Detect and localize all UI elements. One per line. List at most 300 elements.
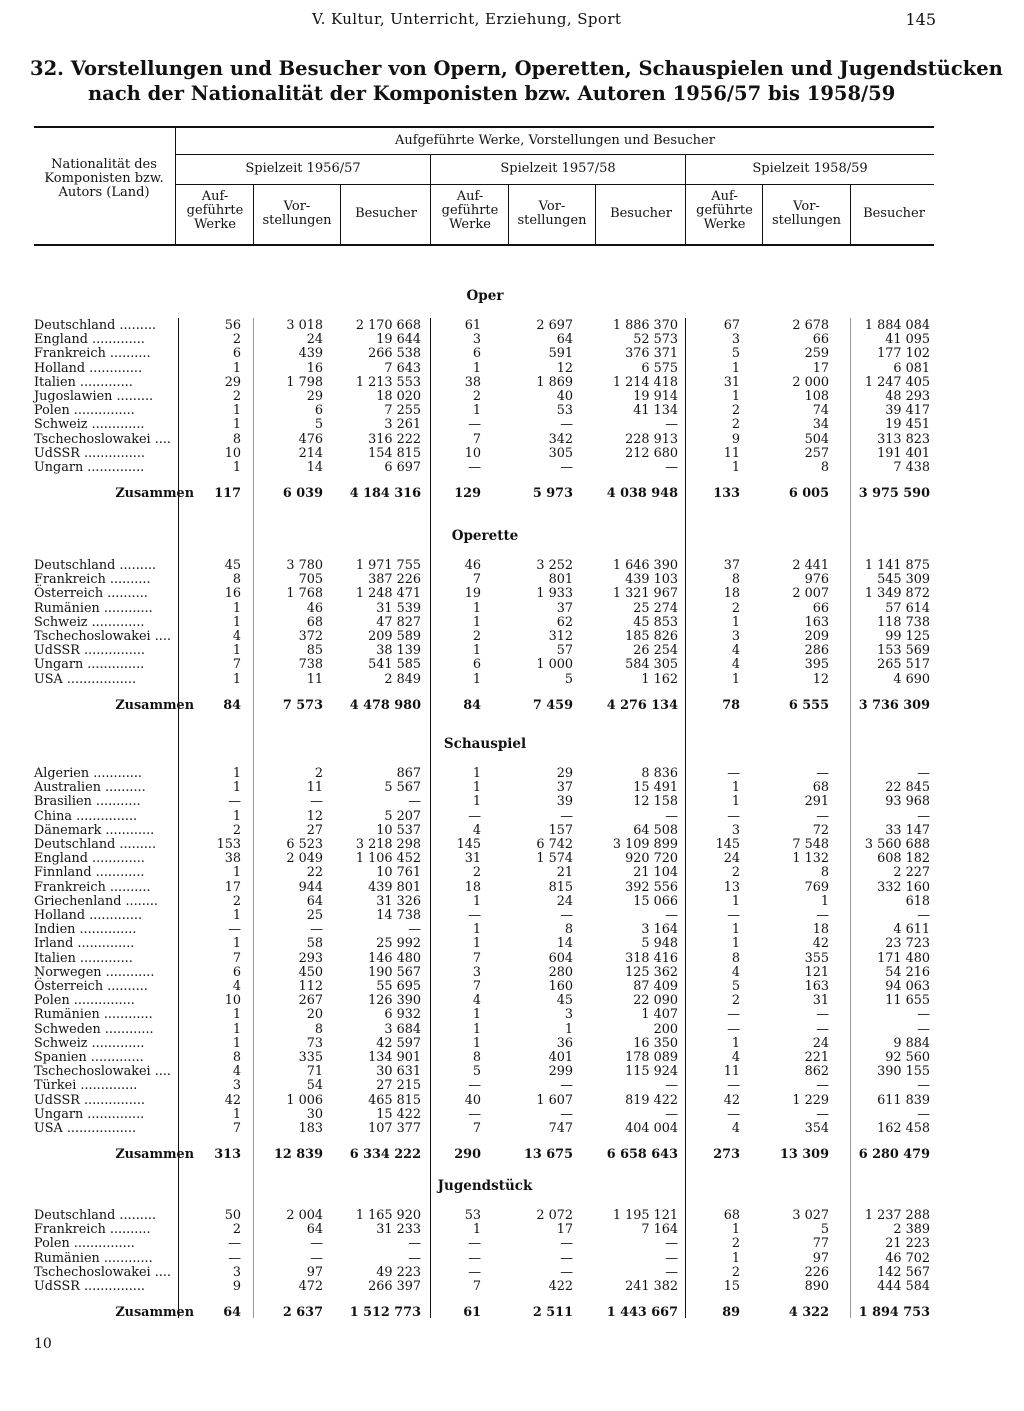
table-cell: 422 [548,1279,573,1294]
country-name: Deutschland ......... [34,558,157,573]
table-row [34,895,934,909]
table-cell: 46 702 [885,1250,930,1266]
table-cell: 190 567 [368,964,421,980]
table-cell: 316 222 [368,431,421,447]
table-cell: 1 886 370 [612,318,678,333]
table-cell: 257 [804,445,829,461]
table-cell: 108 [804,389,829,404]
table-cell: 221 [804,1050,829,1065]
table-cell: 265 517 [877,657,930,673]
table-cell: 36 [556,1035,573,1051]
country-name: Norwegen ............ [34,964,155,980]
table-cell: 611 839 [877,1092,930,1108]
table-cell: 545 309 [877,572,930,588]
table-title [30,56,1003,106]
table-cell: — [727,1007,740,1023]
table-cell: 7 438 [893,460,930,475]
table-cell: — [310,1236,323,1252]
table-cell: 2 072 [536,1208,573,1223]
table-cell: 1 [731,671,740,687]
table-cell: 33 147 [885,822,930,838]
table-cell: 228 913 [625,431,678,447]
table-cell: 1 [232,600,241,616]
table-cell: 293 [298,950,323,966]
table-cell: 372 [298,629,323,644]
table-cell: 1 933 [536,586,573,602]
table-cell: 17 [224,879,241,895]
table-cell: 54 216 [885,964,930,980]
super-header: Aufgeführte Werke, Vorstellungen und Besucher [395,133,715,148]
table-cell: 1 [232,766,241,781]
table-cell: 4 [232,629,241,644]
table-cell: — [917,766,930,781]
table-cell: 12 [812,671,829,687]
table-cell: — [665,1250,678,1266]
country-name: Irland .............. [34,936,135,952]
table-cell: 354 [804,1121,829,1136]
table-row [34,1209,934,1223]
table-cell: 45 853 [633,614,678,630]
table-cell: 200 [653,1021,678,1037]
table-cell: 1 106 452 [355,851,421,867]
table-cell: 3 [564,1007,573,1023]
table-cell: 1 [731,389,740,404]
table-row [34,390,934,404]
table-cell: — [665,1264,678,1280]
table-cell: 5 [731,346,740,362]
table-cell: 5 [314,417,323,433]
table-cell: 2 [731,1264,740,1280]
country-name: Spanien ............. [34,1050,144,1065]
table-row [34,1051,934,1065]
table-cell: 5 [472,1064,481,1080]
table-cell: 3 027 [792,1208,829,1223]
table-cell: 305 [548,445,573,461]
table-cell: 332 160 [877,879,930,895]
table-row [34,1280,934,1294]
table-cell: 31 539 [376,600,421,616]
table-row [34,433,934,447]
table-cell: 6 039 [282,486,323,502]
table-cell: 68 [306,614,323,630]
table-cell: 1 000 [536,657,573,673]
running-head [0,10,1024,30]
table-cell: 8 [314,1021,323,1037]
table-cell: — [468,808,481,824]
header-top-rule [34,126,934,128]
table-cell: 608 182 [877,851,930,867]
table-row [34,1023,934,1037]
country-name: Italien ............. [34,950,133,966]
table-cell: 2 170 668 [355,318,421,333]
table-row [34,937,934,951]
table-cell: 1 [472,614,481,630]
table-cell: 769 [804,879,829,895]
table-cell: 8 [731,572,740,588]
footer-mark: 10 [34,1336,52,1352]
table-row [34,362,934,376]
table-cell: 3 261 [384,417,421,433]
table-cell: 1 321 967 [612,586,678,602]
table-cell: — [917,1078,930,1094]
table-cell: 13 309 [780,1147,829,1163]
table-cell: 4 [731,643,740,659]
table-cell: 40 [464,1092,481,1108]
table-cell: 115 924 [625,1064,678,1080]
table-row [34,587,934,601]
table-cell: 142 567 [877,1264,930,1280]
table-cell: 1 884 084 [864,318,930,333]
table-cell: 145 [456,837,481,852]
table-cell: 8 [564,922,573,938]
table-cell: 42 [812,936,829,952]
table-cell: — [665,417,678,433]
table-cell: 24 [556,893,573,909]
table-row [34,376,934,390]
table-cell: 4 038 948 [606,486,678,502]
table-cell: 29 [306,389,323,404]
table-cell: — [560,1078,573,1094]
table-cell: 6 575 [641,360,678,376]
table-cell: 7 164 [641,1222,678,1238]
table-cell: 1 [472,360,481,376]
country-name: Rumänien ............ [34,1007,153,1023]
table-cell: 259 [804,346,829,362]
table-cell: 439 103 [625,572,678,588]
table-cell: 450 [298,964,323,980]
table-cell: 1 [472,936,481,952]
table-cell: 1 [232,865,241,881]
table-cell: 3 684 [384,1021,421,1037]
table-cell: 52 573 [633,332,678,348]
table-cell: 17 [556,1222,573,1238]
table-cell: 618 [905,893,930,909]
table-cell: 38 139 [376,643,421,659]
table-cell: — [228,1250,241,1266]
table-cell: 1 512 773 [349,1305,421,1321]
table-cell: 163 [804,614,829,630]
table-cell: 18 [464,879,481,895]
table-cell: 476 [298,431,323,447]
table-cell: 6 742 [536,837,573,852]
table-cell: 57 614 [885,600,930,616]
table-cell: 3 [731,332,740,348]
table-cell: 1 [731,1222,740,1238]
country-name: England ............. [34,851,145,867]
table-cell: 22 845 [885,780,930,796]
table-cell: 48 293 [885,389,930,404]
table-cell: 8 [472,1050,481,1065]
table-cell: — [816,1106,829,1122]
table-cell: 66 [812,332,829,348]
col-divider [340,184,341,244]
table-cell: 9 [232,1279,241,1294]
table-cell: 42 [723,1092,740,1108]
table-cell: 133 [713,486,740,502]
table-cell: 6 [314,403,323,419]
table-cell: 12 158 [633,794,678,810]
table-cell: 2 511 [532,1305,573,1321]
table-cell: — [468,1236,481,1252]
table-cell: 92 560 [885,1050,930,1065]
col-divider [762,184,763,244]
table-cell: 392 556 [625,879,678,895]
table-cell: 64 508 [633,822,678,838]
table-cell: 145 [715,837,740,852]
table-cell: 18 [723,586,740,602]
table-cell: 313 823 [877,431,930,447]
table-cell: 1 [232,360,241,376]
table-cell: 1 [232,614,241,630]
header-bottom-rule [34,244,934,246]
table-cell: 2 007 [792,586,829,602]
table-cell: 1 [472,780,481,796]
country-name: Frankreich .......... [34,879,151,895]
table-cell: 1 195 121 [612,1208,678,1223]
table-row [34,795,934,809]
table-cell: — [228,794,241,810]
table-cell: 584 305 [625,657,678,673]
table-row [34,418,934,432]
table-cell: 1 [472,1222,481,1238]
table-row [34,909,934,923]
table-cell: 5 [820,1222,829,1238]
table-cell: 64 [223,1305,241,1321]
table-row [34,1094,934,1108]
country-name: UdSSR ............... [34,445,146,461]
table-cell: — [665,908,678,923]
country-name: UdSSR ............... [34,1092,146,1108]
table-row [34,630,934,644]
table-cell: 14 [306,460,323,475]
table-cell: 1 [472,600,481,616]
table-row [34,559,934,573]
table-cell: 1 [232,671,241,687]
table-cell: 2 [731,993,740,1009]
table-cell: 439 [298,346,323,362]
table-cell: 6 555 [788,697,829,713]
table-cell: 7 548 [792,837,829,852]
table-cell: 6 280 479 [858,1147,930,1163]
col-vorst-header: Vor-stellungen [771,199,842,228]
table-cell: 153 569 [877,643,930,659]
table-cell: — [560,1250,573,1266]
table-cell: 2 227 [893,865,930,881]
table-cell: 160 [548,979,573,994]
table-cell: 71 [306,1064,323,1080]
table-cell: 117 [214,486,241,502]
col-vorst-header: Vor-stellungen [517,199,587,228]
table-cell: 183 [298,1121,323,1136]
table-cell: 705 [298,572,323,588]
table-row [34,923,934,937]
table-cell: 738 [298,657,323,673]
table-cell: 54 [306,1078,323,1094]
table-cell: 4 322 [788,1305,829,1321]
title-line-2: nach der Nationalität der Komponisten bzw. Autoren 1956/57 bis 1958/59 [88,82,896,105]
table-cell: 6 [472,657,481,673]
table-cell: 74 [812,403,829,419]
table-cell: 6 658 643 [606,1147,678,1163]
table-cell: 19 914 [633,389,678,404]
table-cell: 604 [548,950,573,966]
country-name: Tschechoslowakei .... [34,629,171,644]
table-cell: 4 690 [893,671,930,687]
table-cell: 7 643 [384,360,421,376]
table-cell: 45 [556,993,573,1009]
table-row [34,404,934,418]
table-cell: 112 [298,979,323,994]
country-name: UdSSR ............... [34,643,146,659]
table-cell: 11 [306,671,323,687]
table-row [34,1037,934,1051]
table-cell: 37 [723,558,740,573]
table-cell: 8 [820,865,829,881]
table-cell: 10 [464,445,481,461]
country-name: Dänemark ............ [34,822,155,838]
country-name: USA ................. [34,1121,137,1136]
table-cell: 1 [472,671,481,687]
table-cell: 2 [731,600,740,616]
table-row [34,866,934,880]
table-cell: 11 655 [885,993,930,1009]
table-cell: 1 [731,936,740,952]
table-cell: 21 [556,865,573,881]
table-row [34,838,934,852]
table-cell: — [408,1250,421,1266]
table-cell: 99 125 [885,629,930,644]
table-row [34,1079,934,1093]
table-cell: 3 [731,629,740,644]
table-cell: 18 [812,922,829,938]
table-cell: 1 869 [536,374,573,390]
table-cell: 47 827 [376,614,421,630]
table-cell: — [727,766,740,781]
table-cell: 390 155 [877,1064,930,1080]
table-cell: 34 [812,417,829,433]
table-cell: — [816,1078,829,1094]
country-name: Frankreich .......... [34,572,151,588]
table-cell: 11 [723,1064,740,1080]
table-cell: 30 631 [376,1064,421,1080]
table-cell: 27 [306,822,323,838]
table-cell: 15 422 [376,1106,421,1122]
table-cell: 266 397 [368,1279,421,1294]
table-cell: 335 [298,1050,323,1065]
table-cell: 22 [306,865,323,881]
table-cell: 465 815 [368,1092,421,1108]
table-cell: 1 [472,893,481,909]
table-cell: — [228,1236,241,1252]
table-row [34,673,934,687]
table-cell: 6 [472,346,481,362]
table-cell: 7 [472,1121,481,1136]
table-cell: 31 [812,993,829,1009]
country-name: Finnland ............ [34,865,145,881]
table-cell: — [468,1078,481,1094]
table-row [34,1008,934,1022]
table-cell: 2 697 [536,318,573,333]
section-title: Operette [451,528,519,544]
table-cell: 2 [472,865,481,881]
table-cell: — [468,460,481,475]
table-cell: — [665,460,678,475]
total-label: Zusammen [115,1147,194,1163]
table-cell: 16 [224,586,241,602]
table-cell: 178 089 [625,1050,678,1065]
table-cell: 2 [232,822,241,838]
table-cell: 31 [723,374,740,390]
table-cell: — [310,794,323,810]
table-cell: 12 839 [274,1147,323,1163]
table-cell: 862 [804,1064,829,1080]
table-cell: 17 [812,360,829,376]
table-cell: 7 [472,950,481,966]
table-row [34,966,934,980]
table-cell: 6 005 [788,486,829,502]
table-cell: 2 [232,1222,241,1238]
table-cell: 7 255 [384,403,421,419]
table-cell: 3 [232,1078,241,1094]
table-cell: 41 095 [885,332,930,348]
season-header-1958: Spielzeit 1958/59 [752,161,868,176]
table-cell: — [665,1236,678,1252]
table-cell: 56 [224,318,241,333]
table-cell: 2 678 [792,318,829,333]
table-cell: 12 [556,360,573,376]
table-cell: 50 [224,1208,241,1223]
table-cell: 4 [731,964,740,980]
table-cell: 3 018 [286,318,323,333]
table-cell: 25 274 [633,600,678,616]
table-row [34,461,934,475]
table-cell: — [816,766,829,781]
table-cell: 21 223 [885,1236,930,1252]
table-cell: — [468,1264,481,1280]
table-cell: 1 006 [286,1092,323,1108]
table-cell: 4 [731,657,740,673]
season-rule [176,154,934,155]
country-name: Tschechoslowakei .... [34,1264,171,1280]
table-cell: 1 [731,460,740,475]
table-cell: 68 [723,1208,740,1223]
table-cell: 5 567 [384,780,421,796]
table-cell: 64 [306,893,323,909]
table-cell: 185 826 [625,629,678,644]
table-cell: 318 416 [625,950,678,966]
table-cell: 1 247 405 [864,374,930,390]
table-cell: 12 [306,808,323,824]
table-cell: — [408,922,421,938]
table-cell: 23 723 [885,936,930,952]
table-cell: 16 350 [633,1035,678,1051]
country-name: Brasilien ........... [34,794,141,810]
table-cell: 9 884 [893,1035,930,1051]
country-name: Italien ............. [34,374,133,390]
table-cell: 19 451 [885,417,930,433]
table-cell: 41 134 [633,403,678,419]
table-cell: 1 443 667 [606,1305,678,1321]
table-cell: 1 165 920 [355,1208,421,1223]
table-cell: 214 [298,445,323,461]
total-row [34,699,934,713]
table-row [34,824,934,838]
table-cell: 1 162 [641,671,678,687]
table-cell: 61 [464,318,481,333]
table-cell: — [560,1264,573,1280]
table-cell: 819 422 [625,1092,678,1108]
table-cell: 312 [548,629,573,644]
